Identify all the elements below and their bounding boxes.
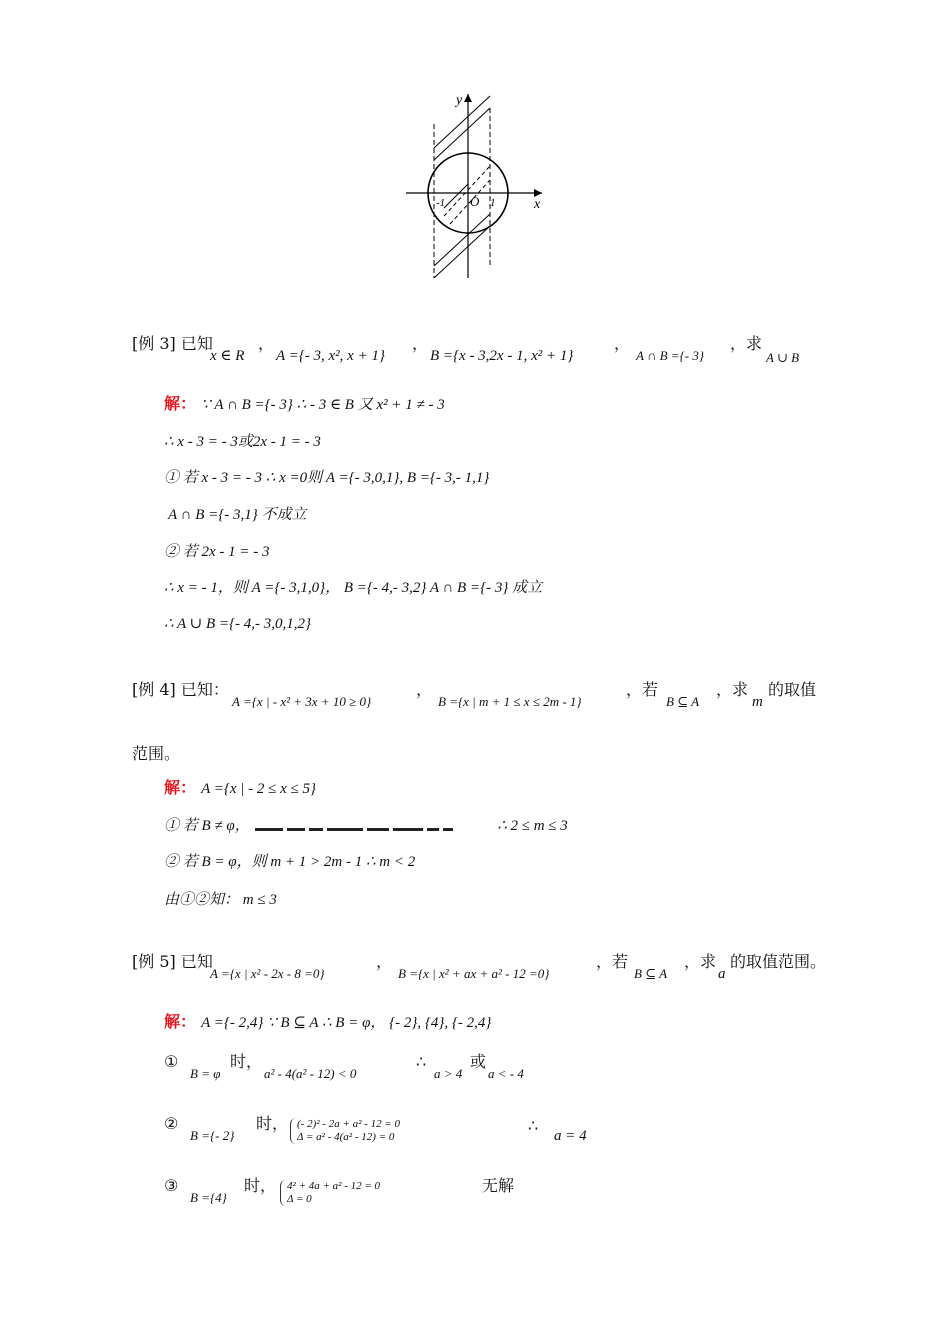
ex5-sol-1	[164, 1012, 491, 1033]
ex5-c1-or: 或	[470, 1052, 487, 1071]
ex4-tail2: 范围。	[132, 744, 181, 763]
ex5-c2-case: B ={- 2}	[190, 1128, 235, 1143]
ex5-var: a	[718, 966, 726, 982]
ex4-setA: A ={x | - x² + 3x + 10 ≥ 0}	[232, 694, 372, 709]
strip-line-3	[444, 166, 490, 216]
ex5-subset: B ⊆ A	[634, 966, 668, 981]
ex4-s2b: ∴ 2 ≤ m ≤ 3	[497, 818, 568, 834]
ex4-tail: 的取值	[768, 680, 817, 699]
ex5-sol-label: 解：	[164, 1012, 197, 1031]
ex5-c3-when: 时，	[244, 1176, 277, 1195]
ex3-comma1: ，	[258, 334, 275, 353]
ex5-c2-eq2: Δ = a² - 4(a² - 12) = 0	[297, 1131, 395, 1143]
ex4-cond: ，若	[626, 680, 659, 699]
ex4-s1: A ={x | - 2 ≤ x ≤ 5}	[201, 781, 317, 797]
ex4-title: [例 4] 已知：	[132, 680, 229, 699]
ex5-c2-res: a = 4	[554, 1128, 587, 1144]
ex5-c2-system	[290, 1118, 400, 1144]
ex4-subset: B ⊆ A	[666, 694, 700, 709]
ex4-comma1: ，	[416, 680, 433, 699]
ex3-ask: ，求	[730, 334, 763, 353]
x-axis-arrow	[534, 189, 542, 197]
ex3-s7: ∴ A ∪ B ={- 4,- 3,0,1,2}	[164, 616, 312, 632]
x-label: x	[534, 197, 541, 212]
ex5-setA: A ={x | x² - 2x - 8 =0}	[210, 966, 325, 981]
ex4-s2a: ① 若 B ≠ φ，	[164, 818, 250, 834]
ex4-setB: B ={x | m + 1 ≤ x ≤ 2m - 1}	[438, 694, 582, 709]
ex3-s3: ① 若 x - 3 = - 3 ∴ x =0则 A ={- 3,0,1}, B ={- 3,- 1,1}	[164, 470, 490, 486]
ex3-s1: ∵ A ∩ B ={- 3} ∴ - 3 ∈ B 又 x² + 1 ≠ - 3	[201, 397, 445, 413]
ex3-comma2: ，	[412, 334, 429, 353]
y-label: y	[456, 93, 463, 108]
ex4-s2	[164, 816, 568, 836]
ex5-tail: 的取值范围。	[730, 952, 827, 971]
ex5-c1-case: B = φ	[190, 1066, 221, 1081]
ex3-s6: ∴ x = - 1，则 A ={- 3,1,0}， B ={- 4,- 3,2} A ∩ B ={- 3} 成立	[164, 580, 543, 596]
ex3-cond1: x ∈ R	[210, 348, 245, 364]
ex4-var: m	[752, 694, 763, 710]
ex5-c1-when: 时，	[230, 1052, 263, 1071]
ex5-title: [例 5] 已知	[132, 952, 213, 971]
strip-line-5	[434, 226, 490, 278]
ex5-c1-r2: a < - 4	[488, 1066, 524, 1081]
ex5-c1-ineq: a² - 4(a² - 12) < 0	[264, 1066, 357, 1081]
ex3-comma3: ，	[614, 334, 631, 353]
ex5-cond: ，若	[596, 952, 629, 971]
strip-line-6	[434, 214, 490, 266]
ex3-title: [例 3] 已知	[132, 334, 213, 353]
y-axis-arrow	[464, 94, 472, 102]
blurred-system-image	[253, 818, 493, 836]
ex5-c1-so: ∴	[416, 1052, 427, 1071]
ex5-c3-num: ③	[164, 1176, 179, 1195]
neg1-label: -1	[436, 197, 446, 209]
ex5-comma1: ，	[376, 952, 393, 971]
ex5-c2-when: 时，	[256, 1114, 289, 1133]
ex5-c2-num: ②	[164, 1114, 179, 1133]
ex5-c3-eq1: 4² + 4a + a² - 12 = 0	[287, 1180, 381, 1192]
pos1-label: 1	[490, 197, 496, 209]
ex3-s2: ∴ x - 3 = - 3或2x - 1 = - 3	[164, 434, 321, 450]
region-figure	[400, 88, 550, 288]
ex3-header	[132, 334, 213, 354]
ex5-c1-r1: a > 4	[434, 1066, 463, 1081]
strip-line-7	[444, 184, 468, 208]
strip-line-2	[434, 108, 490, 160]
origin-label: O	[470, 194, 480, 209]
ex5-c2-so: ∴	[528, 1116, 539, 1135]
ex5-c3-eq2: Δ = 0	[287, 1193, 312, 1205]
ex5-s1: A ={- 2,4} ∵ B ⊆ A ∴ B = φ， {- 2}, {4}, {- 2,4}	[201, 1015, 492, 1031]
ex5-c3-case: B ={4}	[190, 1190, 227, 1205]
ex4-sol-label: 解：	[164, 778, 197, 797]
ex4-sol-1	[164, 778, 316, 799]
ex3-inter: A ∩ B ={- 3}	[636, 348, 705, 363]
ex3-setA: A ={- 3, x², x + 1}	[276, 348, 385, 364]
ex5-c1-num: ①	[164, 1052, 179, 1071]
ex3-sol-label: 解：	[164, 394, 197, 413]
ex3-goal: A ∪ B	[766, 350, 800, 365]
ex5-ask: ，求	[684, 952, 717, 971]
ex3-setB: B ={x - 3,2x - 1, x² + 1}	[430, 348, 574, 364]
ex5-c3-system	[280, 1180, 380, 1206]
ex3-s5: ② 若 2x - 1 = - 3	[164, 544, 270, 560]
ex4-ask: ，求	[716, 680, 749, 699]
ex5-c3-res: 无解	[482, 1176, 515, 1195]
ex4-s4: 由①②知： m ≤ 3	[164, 892, 277, 908]
ex5-c2-eq1: (- 2)² - 2a + a² - 12 = 0	[297, 1118, 401, 1130]
ex5-setB: B ={x | x² + ax + a² - 12 =0}	[398, 966, 550, 981]
ex4-s3: ② 若 B = φ，则 m + 1 > 2m - 1 ∴ m < 2	[164, 854, 416, 870]
ex3-sol-1	[164, 394, 445, 415]
ex3-s4: A ∩ B ={- 3,1} 不成立	[168, 507, 307, 523]
